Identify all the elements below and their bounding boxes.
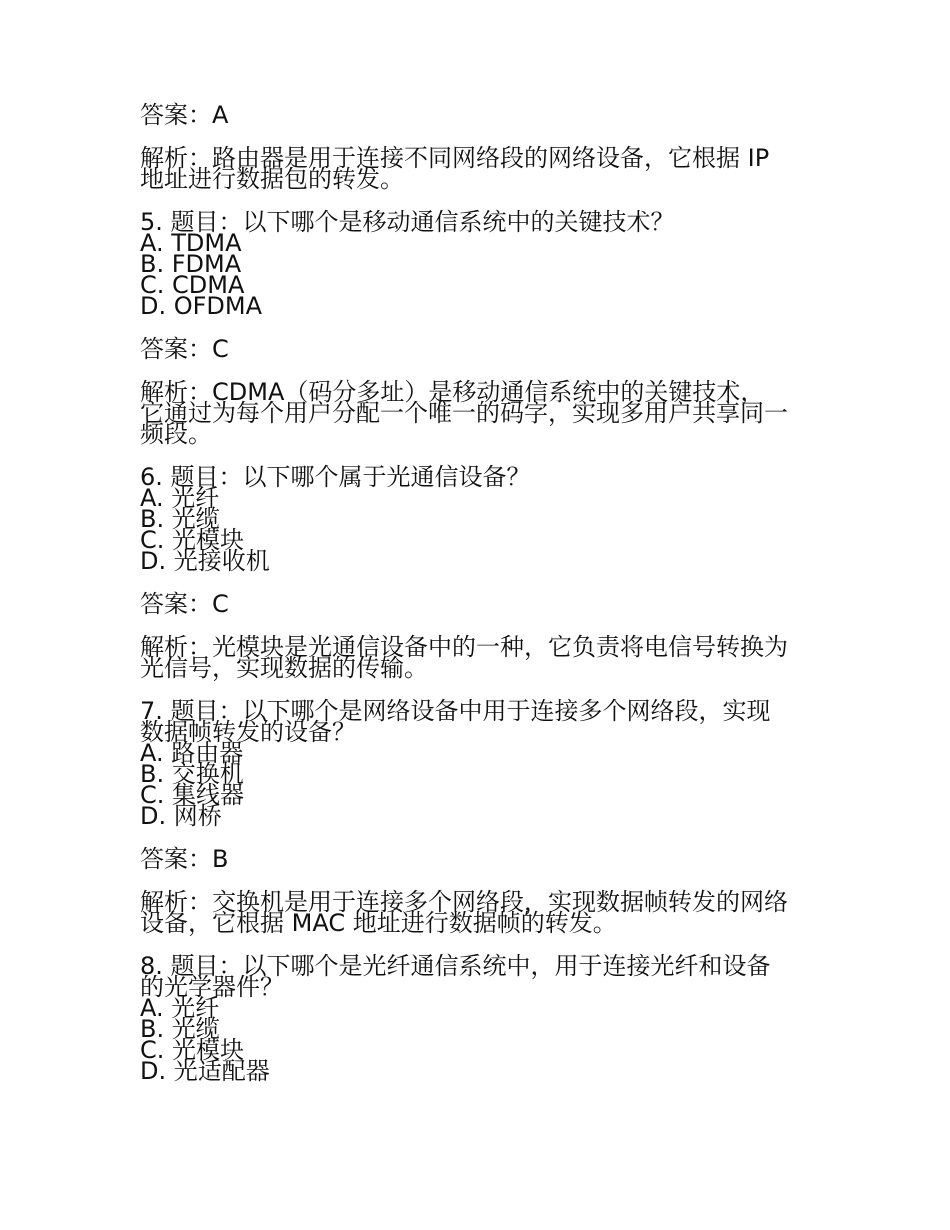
document-content [140, 101, 820, 1104]
option-c: C. 光模块 [140, 526, 245, 554]
question-text: 5. 题目：以下哪个是移动通信系统中的关键技术？ [140, 208, 675, 236]
option-a: A. 路由器 [140, 739, 244, 767]
option-c: C. CDMA [140, 271, 245, 299]
option-a: A. 光纤 [140, 994, 220, 1022]
text-line: 频段。 [140, 420, 212, 448]
question-text: 7. 题目：以下哪个是网络设备中用于连接多个网络段，实现 [140, 697, 771, 725]
analysis-text [140, 144, 820, 193]
option-d: D. 光适配器 [140, 1057, 270, 1085]
text-line: 设备，它根据 MAC 地址进行数据帧的转发。 [140, 909, 617, 937]
answer-text [140, 101, 820, 129]
answer-text [140, 335, 820, 363]
text-line: 答案：C [140, 590, 229, 618]
question-item [140, 463, 820, 575]
answer-text [140, 590, 820, 618]
analysis-text [140, 378, 820, 448]
option-c: C. 集线器 [140, 781, 245, 809]
question-text: 8. 题目：以下哪个是光纤通信系统中，用于连接光纤和设备 [140, 952, 771, 980]
text-line: 解析：路由器是用于连接不同网络段的网络设备，它根据 IP [140, 144, 770, 172]
analysis-text [140, 888, 820, 937]
analysis-text [140, 633, 820, 682]
question-item [140, 952, 820, 1085]
option-b: B. 交换机 [140, 760, 244, 788]
text-line: 解析：交换机是用于连接多个网络段，实现数据帧转发的网络 [140, 888, 788, 916]
option-d: D. 光接收机 [140, 547, 270, 575]
option-d: D. 网桥 [140, 802, 222, 830]
text-line: 答案：A [140, 101, 229, 129]
text-line: 地址进行数据包的转发。 [140, 165, 404, 193]
text-line: 解析：CDMA（码分多址）是移动通信系统中的关键技术， [140, 378, 765, 406]
option-d: D. OFDMA [140, 292, 263, 320]
option-c: C. 光模块 [140, 1036, 245, 1064]
question-item [140, 208, 820, 320]
text-line: 解析：光模块是光通信设备中的一种，它负责将电信号转换为 [140, 633, 788, 661]
option-b: B. 光缆 [140, 505, 220, 533]
text-line: 光信号，实现数据的传输。 [140, 654, 428, 682]
question-item [140, 697, 820, 830]
option-a: A. 光纤 [140, 484, 220, 512]
text-line: 答案：C [140, 335, 229, 363]
question-text: 6. 题目：以下哪个属于光通信设备？ [140, 463, 531, 491]
question-text: 数据帧转发的设备？ [140, 718, 356, 746]
option-a: A. TDMA [140, 229, 242, 257]
option-b: B. FDMA [140, 250, 242, 278]
option-b: B. 光缆 [140, 1015, 220, 1043]
answer-text [140, 845, 820, 873]
question-text: 的光学器件？ [140, 973, 284, 1001]
text-line: 它通过为每个用户分配一个唯一的码字，实现多用户共享同一 [140, 399, 788, 427]
text-line: 答案：B [140, 845, 229, 873]
